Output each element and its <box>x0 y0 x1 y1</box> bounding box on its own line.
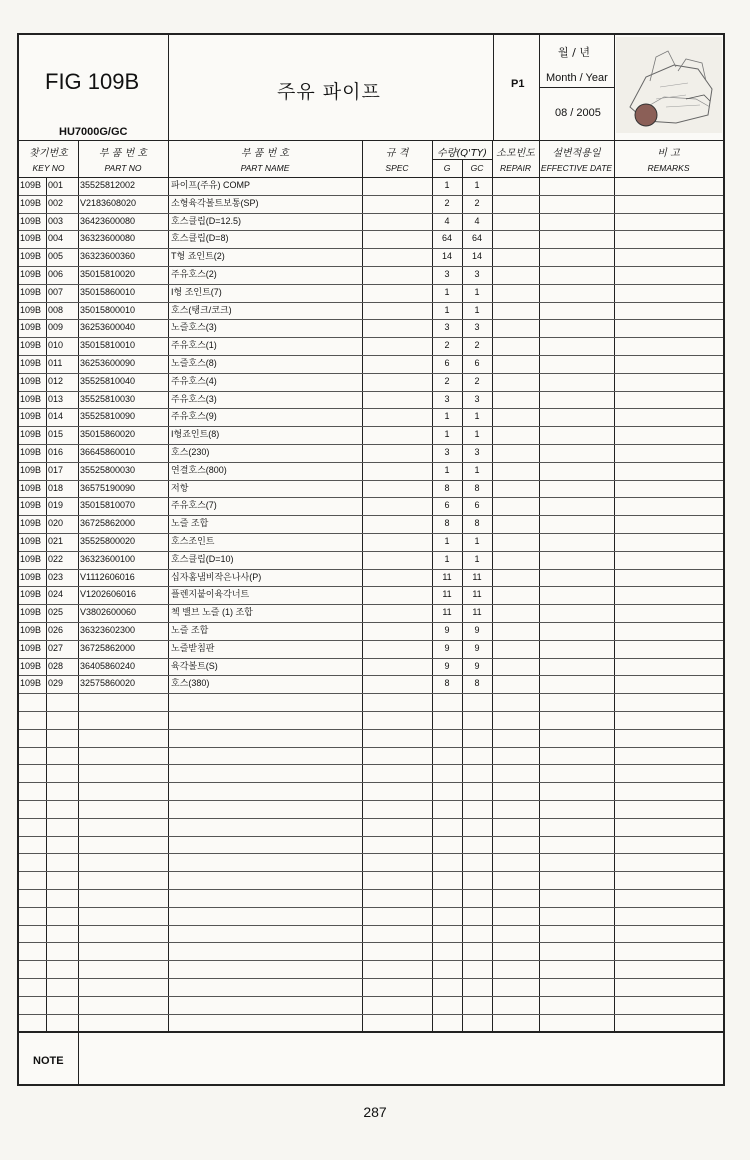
cell-part-name: 주유호스(7) <box>171 500 217 511</box>
table-row <box>19 195 723 213</box>
col-partname-ko: 부 품 번 호 <box>240 148 290 159</box>
table-row <box>19 248 723 266</box>
cell-key-no: 017 <box>48 464 64 475</box>
table-row <box>19 569 723 587</box>
table-row <box>19 604 723 622</box>
cell-part-name: 호스(380) <box>171 678 210 689</box>
cell-part-name: 노즐 조합 <box>171 625 209 635</box>
cell-part-no: 35525810090 <box>80 411 136 422</box>
table-row <box>19 408 723 426</box>
cell-fig: 109B <box>20 678 42 689</box>
cell-key-no: 026 <box>48 625 64 635</box>
qty-header-divider <box>432 159 492 160</box>
cell-part-no: 35015810010 <box>80 340 136 351</box>
note-label: NOTE <box>33 1055 64 1067</box>
fig-number: FIG 109B <box>45 69 140 94</box>
table-row <box>19 444 723 462</box>
table-row <box>19 622 723 640</box>
cell-fig: 109B <box>20 393 42 404</box>
cell-qty-g: 3 <box>444 269 450 279</box>
cell-qty-g: 14 <box>441 251 452 262</box>
row-border <box>19 764 723 765</box>
cell-part-no: 35525810040 <box>80 375 136 386</box>
cell-part-name: 주유호스(3) <box>171 393 217 404</box>
cell-qty-gc: 11 <box>472 607 482 618</box>
month-year-en: Month / Year <box>546 72 608 84</box>
cell-fig: 109B <box>20 482 42 493</box>
page-title: 주유 파이프 <box>277 81 381 103</box>
cell-part-no: 36323600080 <box>80 233 136 244</box>
col-remarks-ko: 비 고 <box>657 148 680 159</box>
cell-part-no: 35525800030 <box>80 464 136 475</box>
cell-key-no: 021 <box>48 536 64 546</box>
cell-part-name: 노즐받침판 <box>171 642 215 653</box>
cell-part-no: 36323600100 <box>80 553 136 564</box>
row-border <box>19 1014 723 1015</box>
cell-part-no: 36253600090 <box>80 358 136 368</box>
cell-key-no: 007 <box>48 286 64 297</box>
table-row <box>19 355 723 373</box>
row-border <box>19 800 723 801</box>
cell-key-no: 002 <box>48 197 64 208</box>
col-qty-gc: GC <box>470 163 484 173</box>
month-year-ko: 월 / 년 <box>558 46 590 59</box>
cell-fig: 109B <box>20 553 42 564</box>
cell-fig: 109B <box>20 589 42 600</box>
cell-qty-gc: 1 <box>474 304 480 315</box>
cell-qty-g: 1 <box>444 553 450 564</box>
cell-part-no: 36323600360 <box>80 251 136 262</box>
cell-part-no: 36253600040 <box>80 322 136 333</box>
row-border <box>19 747 723 748</box>
machine-illustration-icon <box>616 37 722 133</box>
cell-fig: 109B <box>20 464 42 475</box>
cell-key-no: 005 <box>48 251 64 262</box>
cell-fig: 109B <box>20 625 42 635</box>
cell-fig: 109B <box>20 536 42 546</box>
cell-fig: 109B <box>20 197 42 208</box>
row-border <box>19 942 723 943</box>
row-border <box>19 978 723 979</box>
cell-key-no: 009 <box>48 322 64 333</box>
table-row <box>19 658 723 676</box>
cell-part-no: 35015810070 <box>80 500 136 511</box>
cell-qty-g: 2 <box>444 340 450 351</box>
table-row <box>19 266 723 284</box>
cell-key-no: 003 <box>48 215 64 226</box>
cell-key-no: 024 <box>48 589 64 600</box>
cell-qty-gc: 1 <box>474 536 480 546</box>
cell-part-no: 35015860020 <box>80 429 136 440</box>
cell-key-no: 004 <box>48 233 64 244</box>
cell-qty-g: 1 <box>444 464 450 475</box>
cell-qty-g: 3 <box>444 447 450 457</box>
cell-part-no: 35015810020 <box>80 269 136 279</box>
cell-fig: 109B <box>20 180 42 190</box>
cell-fig: 109B <box>20 660 42 671</box>
cell-part-no: 35525812002 <box>80 180 136 190</box>
cell-qty-gc: 8 <box>474 518 480 529</box>
table-row <box>19 337 723 355</box>
table-row <box>19 319 723 337</box>
cell-part-name: I형 조인트(7) <box>171 286 222 297</box>
cell-part-name: 호스(230) <box>171 447 210 457</box>
cell-part-name: 노즐호스(8) <box>171 358 217 368</box>
row-border <box>19 729 723 730</box>
cell-key-no: 012 <box>48 375 64 386</box>
cell-qty-gc: 64 <box>471 233 482 244</box>
cell-key-no: 001 <box>48 180 64 190</box>
cell-fig: 109B <box>20 571 42 582</box>
cell-key-no: 015 <box>48 429 64 440</box>
cell-qty-gc: 6 <box>474 500 480 511</box>
cell-fig: 109B <box>20 642 42 653</box>
cell-part-no: 36423600080 <box>80 215 136 226</box>
cell-qty-g: 8 <box>444 482 450 493</box>
cell-qty-g: 1 <box>444 429 450 440</box>
cell-fig: 109B <box>20 375 42 386</box>
col-keyno-en: KEY NO <box>32 163 65 173</box>
table-row <box>19 462 723 480</box>
cell-part-no: 35015800010 <box>80 304 136 315</box>
date-value: 08 / 2005 <box>555 107 601 119</box>
cell-key-no: 023 <box>48 571 64 582</box>
cell-fig: 109B <box>20 286 42 297</box>
cell-qty-gc: 9 <box>474 642 480 653</box>
cell-key-no: 006 <box>48 269 64 279</box>
cell-qty-g: 8 <box>444 518 450 529</box>
cell-qty-gc: 4 <box>474 215 480 226</box>
cell-key-no: 020 <box>48 518 64 529</box>
cell-qty-gc: 3 <box>474 393 480 404</box>
cell-fig: 109B <box>20 447 42 457</box>
date-box-border <box>614 35 615 140</box>
cell-qty-g: 11 <box>442 571 452 582</box>
cell-fig: 109B <box>20 411 42 422</box>
col-effective-en: EFFECTIVE DATE <box>540 163 613 173</box>
note-divider <box>19 1031 723 1033</box>
cell-qty-gc: 1 <box>474 429 480 440</box>
cell-part-no: 36323602300 <box>80 625 136 635</box>
table-row <box>19 284 723 302</box>
model-name: HU7000G/GC <box>59 126 128 138</box>
cell-part-no: 32575860020 <box>80 678 136 689</box>
cell-qty-gc: 1 <box>474 286 480 297</box>
col-spec-en: SPEC <box>385 163 409 173</box>
cell-qty-gc: 1 <box>474 180 480 190</box>
cell-key-no: 029 <box>48 678 64 689</box>
cell-key-no: 010 <box>48 340 64 351</box>
cell-fig: 109B <box>20 269 42 279</box>
page-code: P1 <box>511 78 525 90</box>
cell-part-no: V3802600060 <box>80 607 137 618</box>
table-row <box>19 515 723 533</box>
cell-part-name: 주유호스(1) <box>171 340 217 351</box>
cell-part-name: 호스클립(D=8) <box>171 233 229 244</box>
table-row <box>19 391 723 409</box>
cell-qty-gc: 11 <box>472 589 482 600</box>
cell-qty-gc: 14 <box>471 251 482 262</box>
cell-qty-gc: 1 <box>474 553 480 564</box>
row-border <box>19 960 723 961</box>
cell-qty-gc: 11 <box>472 571 482 582</box>
cell-part-no: V1202606016 <box>80 589 137 600</box>
cell-part-name: 십자홈냄비작은나사(P) <box>171 571 262 582</box>
row-border <box>19 853 723 854</box>
date-divider <box>539 87 614 88</box>
cell-qty-g: 1 <box>444 304 450 315</box>
cell-key-no: 025 <box>48 607 64 618</box>
col-qty-ko: 수량(Q'TY) <box>437 148 487 159</box>
cell-qty-g: 4 <box>444 215 450 226</box>
page-number: 287 <box>363 1104 387 1120</box>
cell-part-name: 육각볼트(S) <box>171 660 218 671</box>
cell-key-no: 016 <box>48 447 64 457</box>
cell-fig: 109B <box>20 518 42 529</box>
cell-key-no: 014 <box>48 411 64 422</box>
table-row <box>19 640 723 658</box>
cell-part-name: 주유호스(9) <box>171 411 217 422</box>
cell-key-no: 028 <box>48 660 64 671</box>
cell-qty-g: 1 <box>444 180 450 190</box>
cell-fig: 109B <box>20 607 42 618</box>
table-row <box>19 480 723 498</box>
cell-qty-gc: 8 <box>474 482 480 493</box>
col-partname-en: PART NAME <box>240 163 290 173</box>
cell-qty-g: 1 <box>444 411 450 422</box>
table-row <box>19 426 723 444</box>
cell-fig: 109B <box>20 251 42 262</box>
cell-key-no: 018 <box>48 482 64 493</box>
row-border <box>19 925 723 926</box>
cell-part-name: 주유호스(4) <box>171 375 217 386</box>
col-partno-en: PART NO <box>104 163 142 173</box>
col-spec-ko: 규 격 <box>385 148 409 159</box>
cell-qty-g: 3 <box>444 393 450 404</box>
col-repair-ko: 소모빈도 <box>496 148 535 159</box>
cell-qty-g: 11 <box>442 607 452 618</box>
cell-qty-gc: 3 <box>474 447 480 457</box>
cell-fig: 109B <box>20 429 42 440</box>
cell-qty-gc: 9 <box>474 660 480 671</box>
cell-qty-gc: 1 <box>474 464 480 475</box>
cell-part-name: 첵 밸브 노즐 (1) 조합 <box>171 607 253 618</box>
cell-qty-g: 3 <box>444 322 450 333</box>
cell-qty-g: 2 <box>444 375 450 386</box>
cell-part-no: V1112606016 <box>80 571 135 582</box>
title-box-border <box>493 35 494 140</box>
cell-qty-gc: 3 <box>474 269 480 279</box>
cell-fig: 109B <box>20 215 42 226</box>
cell-qty-g: 9 <box>444 642 450 653</box>
col-remarks-en: REMARKS <box>647 163 690 173</box>
cell-qty-g: 6 <box>444 358 450 368</box>
cell-fig: 109B <box>20 322 42 333</box>
cell-part-name: 호스조인트 <box>171 536 215 546</box>
cell-part-no: 35525810030 <box>80 393 136 404</box>
cell-qty-gc: 3 <box>474 322 480 333</box>
cell-qty-g: 1 <box>444 286 450 297</box>
cell-qty-gc: 1 <box>474 411 480 422</box>
table-row <box>19 497 723 515</box>
cell-part-no: 36645860010 <box>80 447 136 457</box>
table-row <box>19 675 723 693</box>
cell-key-no: 019 <box>48 500 64 511</box>
row-border <box>19 711 723 712</box>
cell-part-no: 36725862000 <box>80 642 136 653</box>
parts-sheet <box>17 33 725 1086</box>
cell-fig: 109B <box>20 233 42 244</box>
fig-box-border <box>168 35 169 140</box>
row-border <box>19 818 723 819</box>
cell-part-name: I형죠인트(8) <box>171 429 220 440</box>
row-border <box>19 836 723 837</box>
row-border <box>19 782 723 783</box>
cell-qty-gc: 6 <box>474 358 480 368</box>
cell-qty-g: 9 <box>444 625 450 635</box>
cell-key-no: 008 <box>48 304 64 315</box>
row-border <box>19 871 723 872</box>
cell-qty-gc: 2 <box>474 197 480 208</box>
cell-fig: 109B <box>20 304 42 315</box>
cell-qty-g: 8 <box>444 678 450 689</box>
cell-part-name: 저항 <box>171 482 189 493</box>
cell-qty-g: 64 <box>441 233 452 244</box>
table-row <box>19 533 723 551</box>
cell-qty-gc: 2 <box>474 375 480 386</box>
cell-qty-g: 9 <box>444 660 450 671</box>
cell-qty-g: 6 <box>444 500 450 511</box>
table-row <box>19 586 723 604</box>
cell-key-no: 013 <box>48 393 64 404</box>
cell-qty-g: 2 <box>444 197 450 208</box>
col-keyno-ko: 찾기번호 <box>29 148 68 159</box>
col-qty-g: G <box>443 163 451 173</box>
cell-part-name: 소형육각볼트보통(SP) <box>171 197 259 208</box>
cell-part-no: V2183608020 <box>80 197 137 208</box>
cell-qty-gc: 9 <box>474 625 480 635</box>
table-row <box>19 551 723 569</box>
cell-fig: 109B <box>20 500 42 511</box>
cell-part-name: 노즐 조합 <box>171 518 209 529</box>
table-row <box>19 302 723 320</box>
col-partno-ko: 부 품 번 호 <box>98 148 148 159</box>
cell-fig: 109B <box>20 340 42 351</box>
cell-part-name: 플렌지붙이육각너트 <box>171 589 250 600</box>
cell-part-no: 36405860240 <box>80 660 136 671</box>
cell-part-name: 연결호스(800) <box>171 464 227 475</box>
note-box-border <box>78 1031 79 1084</box>
cell-part-name: T형 죠인트(2) <box>171 251 225 262</box>
cell-qty-gc: 2 <box>474 340 480 351</box>
table-row <box>19 373 723 391</box>
cell-qty-g: 11 <box>442 589 452 600</box>
header-divider <box>19 140 723 141</box>
cell-part-no: 35015860010 <box>80 286 136 297</box>
cell-qty-g: 1 <box>444 536 450 546</box>
cell-part-no: 36725862000 <box>80 518 136 529</box>
cell-part-name: 노즐호스(3) <box>171 322 217 333</box>
table-row <box>19 177 723 195</box>
cell-part-name: 호스클립(D=12.5) <box>171 215 242 226</box>
row-border <box>19 996 723 997</box>
row-border <box>19 907 723 908</box>
table-row <box>19 230 723 248</box>
cell-part-name: 호스(탱크/코크) <box>171 304 232 315</box>
cell-key-no: 011 <box>48 358 63 368</box>
cell-part-no: 36575190090 <box>80 482 136 493</box>
row-border <box>19 889 723 890</box>
cell-qty-gc: 8 <box>474 678 480 689</box>
cell-part-no: 35525800020 <box>80 536 136 546</box>
cell-key-no: 022 <box>48 553 64 564</box>
col-effective-ko: 설변적용일 <box>552 148 601 159</box>
cell-part-name: 호스클립(D=10) <box>171 553 234 564</box>
table-row <box>19 213 723 231</box>
cell-fig: 109B <box>20 358 42 368</box>
cell-key-no: 027 <box>48 642 64 653</box>
cell-part-name: 파이프(주유) COMP <box>171 180 250 190</box>
cell-part-name: 주유호스(2) <box>171 269 217 279</box>
col-repair-en: REPAIR <box>499 163 532 173</box>
